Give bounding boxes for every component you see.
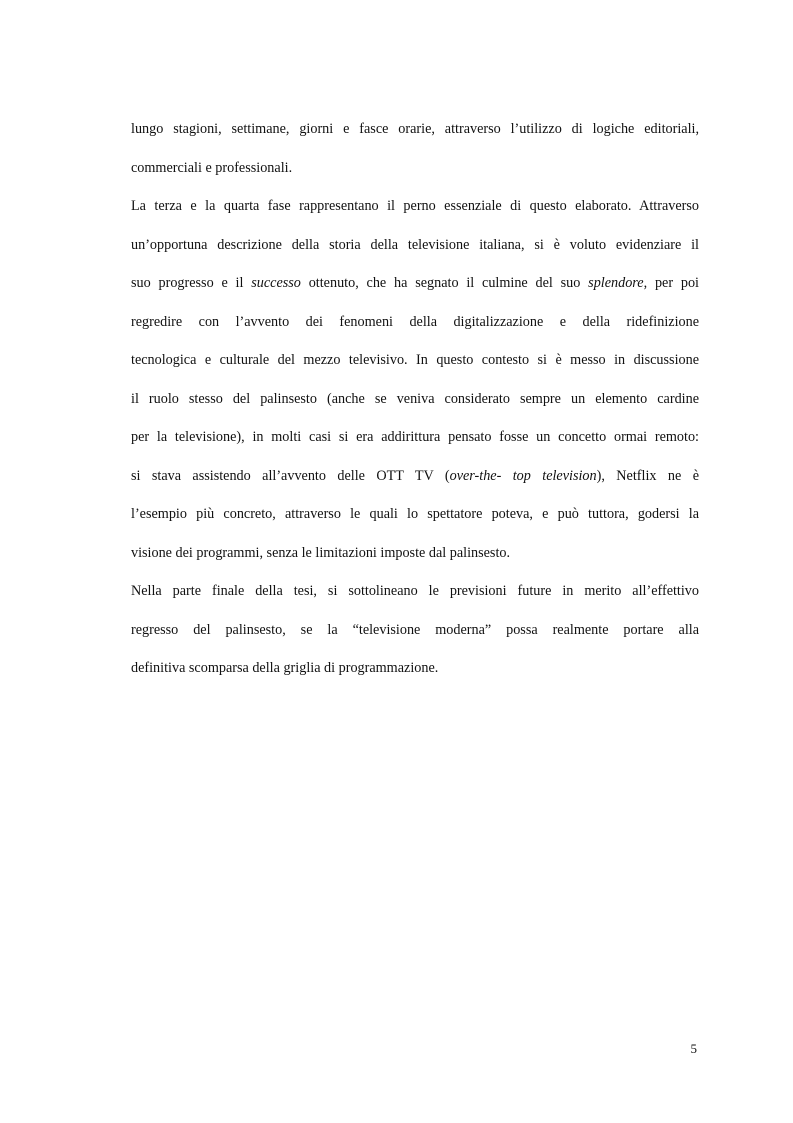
text-line — [131, 418, 699, 457]
text-line — [131, 226, 699, 265]
text-segment: regresso del palinsesto, se la “televisione moderna” possa realmente portare alla — [131, 621, 699, 638]
text-segment: Nella parte finale della tesi, si sottolineano le previsioni future in merito all’effettivo — [131, 583, 699, 599]
text-line — [131, 495, 699, 534]
text-segment: La terza e la quarta fase rappresentano il perno essenziale di questo elaborato. Attraverso — [131, 198, 699, 214]
text-segment: regredire con l’avvento dei fenomeni della digitalizzazione e della ridefinizione — [131, 313, 699, 330]
text-line — [131, 341, 699, 380]
text-line — [131, 110, 699, 149]
body-text — [131, 110, 699, 688]
text-segment: il ruolo stesso del palinsesto (anche se veniva considerato sempre un elemento cardine — [131, 390, 699, 407]
text-segment: , per poi — [643, 275, 699, 291]
text-line — [131, 457, 699, 496]
text-segment: si stava assistendo all’avvento delle OTT TV ( — [131, 467, 450, 484]
text-segment: per la televisione), in molti casi si era addirittura pensato fosse un concetto ormai remoto: — [131, 429, 699, 445]
text-line — [131, 149, 699, 188]
text-segment: un’opportuna descrizione della storia della televisione italiana, si è voluto evidenziare il — [131, 236, 699, 253]
italic-text: successo — [251, 275, 301, 291]
text-line — [131, 611, 699, 650]
paragraph — [131, 110, 699, 187]
text-line — [131, 572, 699, 611]
text-segment: lungo stagioni, settimane, giorni e fasce orarie, attraverso l’utilizzo di logiche editoriali, — [131, 121, 699, 137]
text-line — [131, 187, 699, 226]
text-segment: visione dei programmi, senza le limitazioni imposte dal palinsesto. — [131, 544, 511, 561]
text-line — [131, 264, 699, 303]
text-segment: suo progresso e il — [131, 275, 252, 291]
text-segment: l’esempio più concreto, attraverso le quali lo spettatore poteva, e può tuttora, godersi la — [131, 506, 699, 522]
text-line — [131, 649, 699, 688]
text-segment: ottenuto, che ha segnato il culmine del suo — [300, 275, 589, 291]
text-line — [131, 380, 699, 419]
text-line — [131, 303, 699, 342]
text-segment: ), Netflix ne è — [596, 467, 699, 484]
text-line — [131, 534, 699, 573]
text-segment: definitiva scomparsa della griglia di programmazione. — [131, 660, 439, 676]
text-segment: tecnologica e culturale del mezzo televisivo. In questo contesto si è messo in discussione — [131, 352, 699, 368]
italic-text: splendore — [588, 275, 644, 291]
paragraph — [131, 187, 699, 572]
italic-text: over-the- top television — [449, 467, 597, 484]
text-segment: commerciali e professionali. — [131, 159, 293, 176]
page-number: 5 — [690, 1041, 697, 1056]
paragraph — [131, 572, 699, 688]
